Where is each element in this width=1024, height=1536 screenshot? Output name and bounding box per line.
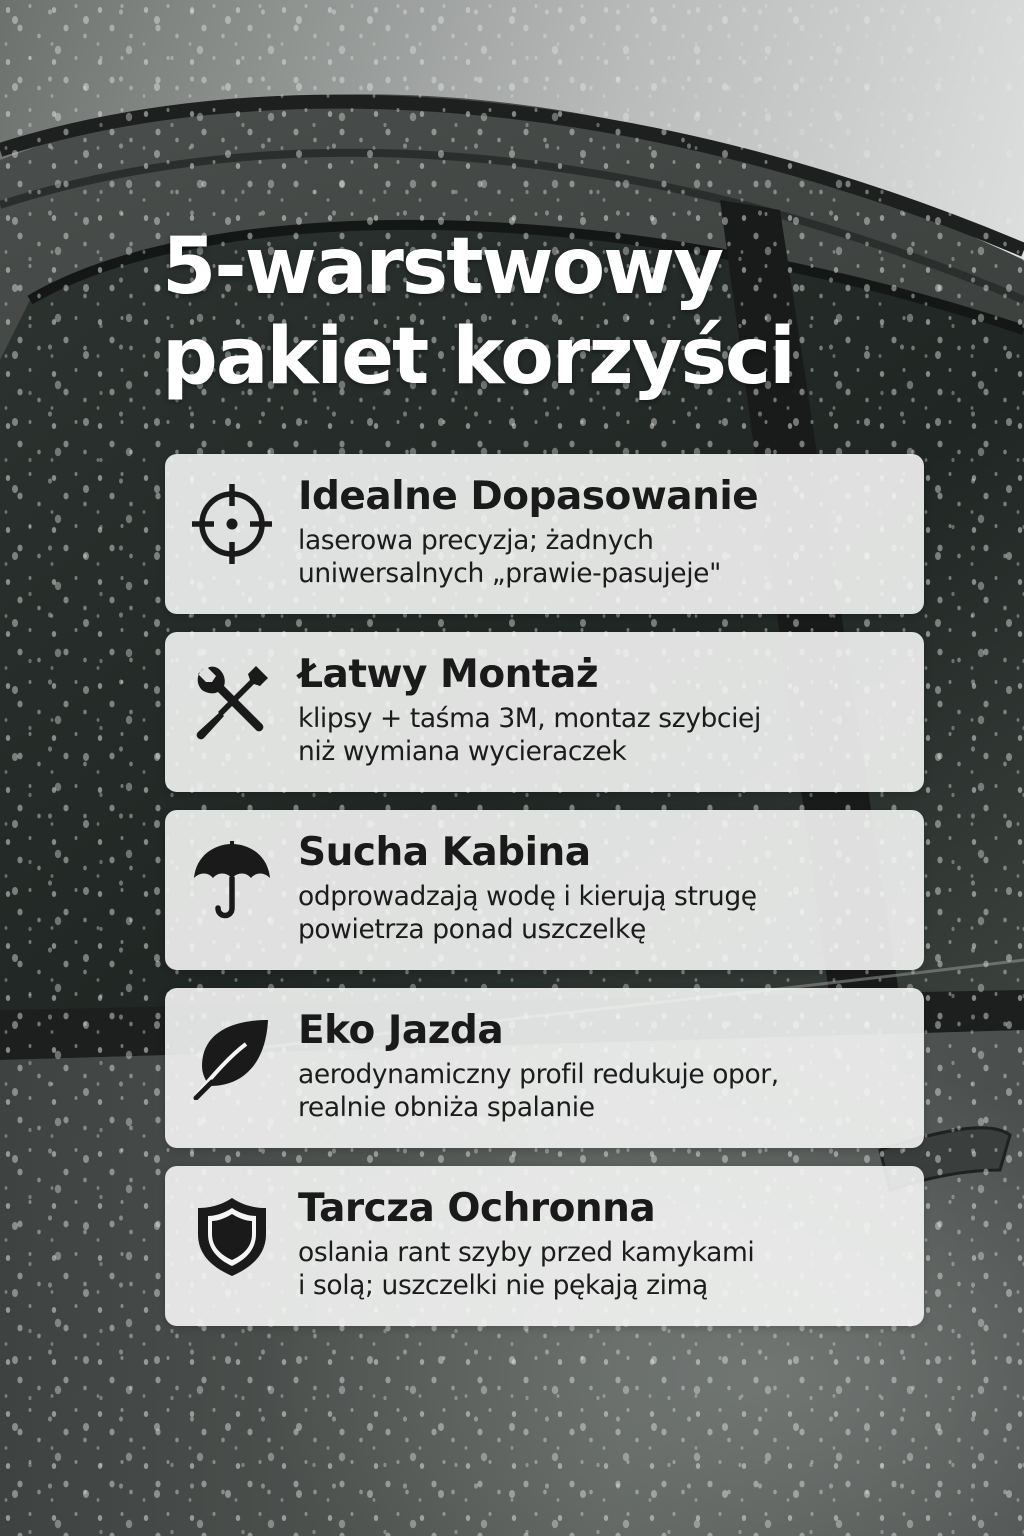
benefit-description-line-1: aerodynamiczny profil redukuje opor, bbox=[298, 1059, 779, 1090]
shield-icon bbox=[190, 1194, 274, 1278]
benefits-list bbox=[165, 454, 924, 1344]
umbrella-icon bbox=[190, 838, 274, 922]
benefit-description-line-2: uniwersalnych „prawie-pasujeje" bbox=[298, 558, 721, 589]
benefit-heading: Sucha Kabina bbox=[298, 830, 591, 875]
benefit-card-ideal-fit bbox=[165, 454, 924, 614]
benefit-description-line-2: niż wymiana wycieraczek bbox=[298, 736, 627, 767]
benefit-heading: Łatwy Montaż bbox=[298, 652, 599, 697]
benefit-description bbox=[298, 702, 910, 768]
benefit-card-easy-install bbox=[165, 632, 924, 792]
tools-icon bbox=[190, 660, 274, 744]
benefit-description bbox=[298, 880, 910, 946]
benefit-description bbox=[298, 524, 910, 590]
benefit-description bbox=[298, 1058, 910, 1124]
benefit-heading: Eko Jazda bbox=[298, 1008, 504, 1053]
benefit-description bbox=[298, 1236, 910, 1302]
benefit-description-line-1: laserowa precyzja; żadnych bbox=[298, 525, 654, 556]
page-title bbox=[162, 222, 922, 402]
benefit-description-line-2: powietrza ponad uszczelkę bbox=[298, 914, 646, 945]
page-title-line-2: pakiet korzyści bbox=[162, 312, 794, 402]
leaf-icon bbox=[190, 1016, 274, 1100]
page-title-line-1: 5-warstwowy bbox=[162, 222, 723, 312]
benefit-description-line-1: klipsy + taśma 3M, montaz szybciej bbox=[298, 703, 761, 734]
crosshair-icon bbox=[190, 482, 274, 566]
benefit-description-line-2: i solą; uszczelki nie pękają zimą bbox=[298, 1270, 708, 1301]
benefit-card-dry-cabin bbox=[165, 810, 924, 970]
benefit-card-eco-drive bbox=[165, 988, 924, 1148]
benefit-description-line-1: odprowadzają wodę i kierują strugę bbox=[298, 881, 757, 912]
benefit-description-line-1: oslania rant szyby przed kamykami bbox=[298, 1237, 755, 1268]
benefit-description-line-2: realnie obniża spalanie bbox=[298, 1092, 595, 1123]
benefit-card-protective-shield bbox=[165, 1166, 924, 1326]
benefit-heading: Tarcza Ochronna bbox=[298, 1186, 656, 1231]
benefit-heading: Idealne Dopasowanie bbox=[298, 474, 759, 519]
